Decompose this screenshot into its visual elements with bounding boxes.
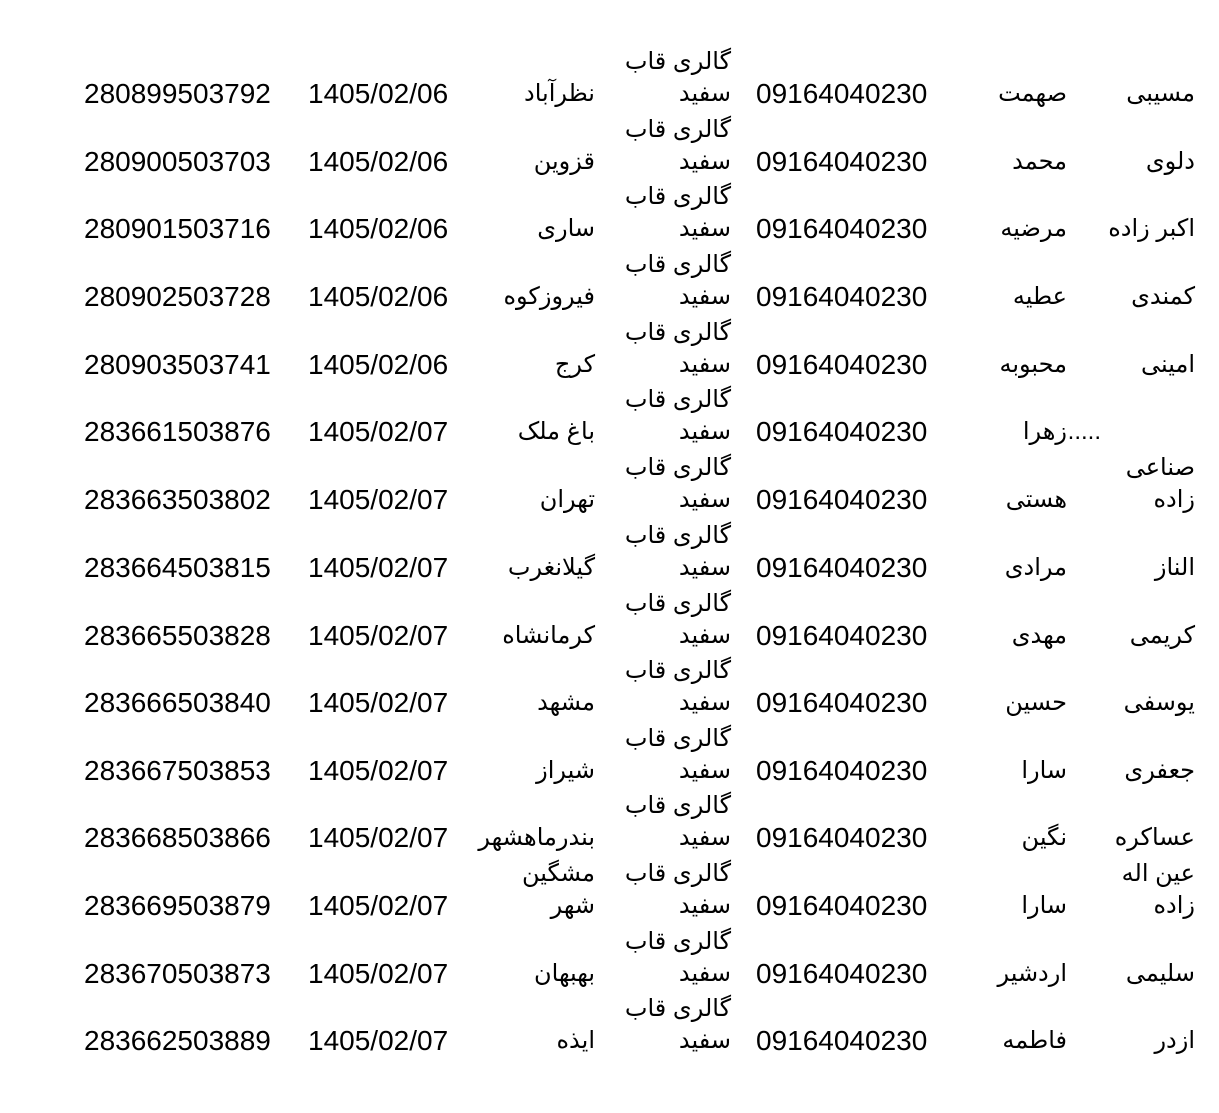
phone-number: 09164040230 [756,551,928,583]
first-name: اردشیر [997,959,1067,987]
city: باغ ملک [517,417,595,445]
shop-name-line1: گالری قاب [624,791,731,819]
table-row [0,380,1219,448]
shop-name-line1: گالری قاب [624,47,731,75]
shop-name-line2: سفید [678,553,731,581]
date: 1405/02/07 [308,686,449,718]
city: کرج [554,350,595,378]
table-row [0,245,1219,313]
phone-number: 09164040230 [756,889,928,921]
shop-name-line2: سفید [678,282,731,310]
first-name: عطیه [1012,282,1067,310]
first-name: حسین [1005,688,1067,716]
last-name: کمندی [1131,282,1195,310]
last-name-line2: زاده [1153,485,1195,513]
date: 1405/02/07 [308,957,449,989]
first-name: نگین [1021,823,1067,851]
shop-name-line2: سفید [678,823,731,851]
city: قزوین [533,147,595,175]
city: ساری [537,214,595,242]
date: 1405/02/07 [308,551,449,583]
shop-name-line2: سفید [678,147,731,175]
last-name-line1: عین اله [1121,859,1195,887]
city: فیروزکوه [503,282,595,310]
first-name: سارا [1021,891,1067,919]
date: 1405/02/07 [308,619,449,651]
last-name: امینی [1140,350,1195,378]
shop-name-line1: گالری قاب [624,318,731,346]
date: 1405/02/07 [308,1024,449,1056]
tracking-code: 280902503728 [84,280,271,312]
first-name: مرضیه [1000,214,1067,242]
last-name-line1: صناعی [1125,453,1195,481]
last-name: جعفری [1124,756,1195,784]
tracking-code: 280900503703 [84,145,271,177]
last-name: یوسفی [1123,688,1195,716]
first-name: مهدی [1011,621,1067,649]
tracking-code: 283661503876 [84,415,271,447]
last-name: اکبر زاده [1108,214,1195,242]
table-row [0,922,1219,990]
tracking-code: 283662503889 [84,1024,271,1056]
date: 1405/02/06 [308,212,449,244]
tracking-code: 283669503879 [84,889,271,921]
phone-number: 09164040230 [756,145,928,177]
city: کرمانشاه [502,621,595,649]
shop-name-line1: گالری قاب [624,656,731,684]
table-row [0,110,1219,178]
last-name: ازدر [1154,1026,1195,1054]
tracking-code: 280903503741 [84,348,271,380]
phone-number: 09164040230 [756,619,928,651]
shop-name-line2: سفید [678,79,731,107]
date: 1405/02/07 [308,821,449,853]
table-row [0,786,1219,854]
tracking-code: 283666503840 [84,686,271,718]
table-row [0,516,1219,584]
shop-name-line1: گالری قاب [624,859,731,887]
city: بندرماهشهر [478,823,595,851]
first-name: محمد [1012,147,1067,175]
date: 1405/02/07 [308,415,449,447]
first-name: مرادی [1004,553,1067,581]
shop-name-line1: گالری قاب [624,724,731,752]
city-line2: شهر [550,891,595,919]
last-name: کریمی [1129,621,1195,649]
date: 1405/02/06 [308,77,449,109]
shop-name-line2: سفید [678,688,731,716]
city: ایذه [556,1026,595,1054]
first-name: فاطمه [1002,1026,1067,1054]
tracking-code: 283667503853 [84,754,271,786]
phone-number: 09164040230 [756,212,928,244]
shop-name-line1: گالری قاب [624,250,731,278]
shop-name-line1: گالری قاب [624,521,731,549]
shop-name-line1: گالری قاب [624,927,731,955]
shop-name-line2: سفید [678,350,731,378]
table-row [0,719,1219,787]
last-name: الناز [1154,553,1195,581]
city: نظرآباد [524,79,595,107]
shop-name-line2: سفید [678,621,731,649]
table-row [0,989,1219,1057]
table-row [0,854,1219,922]
date: 1405/02/07 [308,889,449,921]
phone-number: 09164040230 [756,280,928,312]
first-name: صهمت [998,79,1067,107]
shop-name-line1: گالری قاب [624,182,731,210]
shop-name-line1: گالری قاب [624,994,731,1022]
tracking-code: 283663503802 [84,483,271,515]
phone-number: 09164040230 [756,754,928,786]
first-name: هستی [1005,485,1067,513]
phone-number: 09164040230 [756,348,928,380]
shop-name-line2: سفید [678,891,731,919]
last-name: مسیبی [1126,79,1195,107]
last-name-line2: زاده [1153,891,1195,919]
phone-number: 09164040230 [756,821,928,853]
shop-name-line2: سفید [678,756,731,784]
table-row [0,42,1219,110]
tracking-code: 283665503828 [84,619,271,651]
tracking-code: 283668503866 [84,821,271,853]
first-name: سارا [1021,756,1067,784]
city: تهران [539,485,595,513]
tracking-code: 280901503716 [84,212,271,244]
shop-name-line2: سفید [678,959,731,987]
last-name: دلوی [1145,147,1195,175]
phone-number: 09164040230 [756,77,928,109]
date: 1405/02/06 [308,145,449,177]
city: شیراز [536,756,595,784]
last-name: ..... [1067,417,1101,445]
tracking-code: 283664503815 [84,551,271,583]
tracking-code: 280899503792 [84,77,271,109]
city: گیلانغرب [507,553,595,581]
shop-name-line1: گالری قاب [624,115,731,143]
phone-number: 09164040230 [756,415,928,447]
phone-number: 09164040230 [756,483,928,515]
table-row [0,584,1219,652]
phone-number: 09164040230 [756,1024,928,1056]
date: 1405/02/07 [308,483,449,515]
last-name: سلیمی [1125,959,1195,987]
date: 1405/02/06 [308,280,449,312]
shop-name-line1: گالری قاب [624,453,731,481]
shop-name-line1: گالری قاب [624,385,731,413]
shop-name-line2: سفید [678,214,731,242]
first-name: محبوبه [999,350,1067,378]
shop-name-line2: سفید [678,485,731,513]
date: 1405/02/06 [308,348,449,380]
shop-name-line2: سفید [678,417,731,445]
city-line1: مشگین [521,859,595,887]
city: مشهد [537,688,595,716]
last-name: عساکره [1114,823,1195,851]
table-row [0,651,1219,719]
table-row [0,313,1219,381]
shop-name-line2: سفید [678,1026,731,1054]
table-row [0,177,1219,245]
phone-number: 09164040230 [756,686,928,718]
city: بهبهان [534,959,595,987]
first-name: زهرا [1022,417,1067,445]
table-row [0,448,1219,516]
phone-number: 09164040230 [756,957,928,989]
shop-name-line1: گالری قاب [624,589,731,617]
tracking-code: 283670503873 [84,957,271,989]
date: 1405/02/07 [308,754,449,786]
